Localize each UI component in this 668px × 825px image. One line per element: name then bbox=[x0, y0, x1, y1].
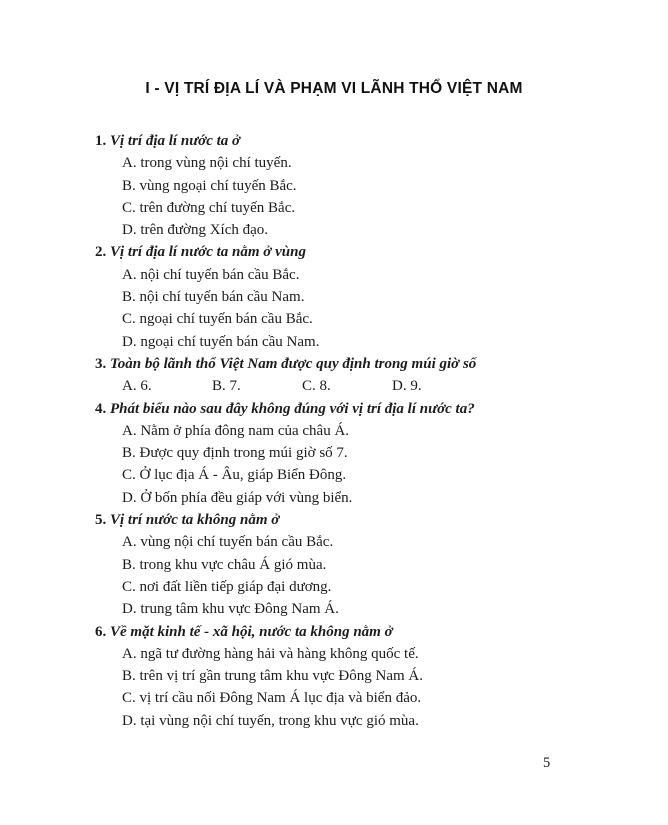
question-text: Toàn bộ lãnh thổ Việt Nam được quy định trong múi giờ số bbox=[110, 355, 477, 372]
question-number: 3. bbox=[95, 355, 110, 372]
answer-option: A. Nằm ở phía đông nam của châu Á. bbox=[122, 422, 350, 439]
answer-option: C. vị trí cầu nối Đông Nam Á lục địa và biển đảo. bbox=[122, 690, 422, 707]
question-heading bbox=[95, 130, 608, 152]
page-title: I - VỊ TRÍ ĐỊA LÍ VÀ PHẠM VI LÃNH THỔ VIỆT NAM bbox=[145, 80, 523, 97]
answer-option: D. tại vùng nội chí tuyến, trong khu vực gió mùa. bbox=[122, 712, 419, 729]
question-5 bbox=[95, 509, 608, 620]
answer-options bbox=[95, 152, 608, 241]
answer-option: C. 8. bbox=[302, 378, 331, 395]
answer-option: A. ngã tư đường hàng hải và hàng không quốc tế. bbox=[122, 645, 419, 662]
answer-option: B. nội chí tuyến bán cầu Nam. bbox=[122, 289, 305, 306]
question-6 bbox=[95, 621, 608, 732]
answer-option: C. Ở lục địa Á - Âu, giáp Biển Đông. bbox=[122, 467, 347, 484]
answer-option: C. ngoại chí tuyến bán cầu Bắc. bbox=[122, 311, 313, 328]
question-heading bbox=[95, 241, 608, 263]
question-text: Về mặt kinh tế - xã hội, nước ta không nằm ở bbox=[110, 623, 393, 640]
question-heading bbox=[95, 509, 608, 531]
answer-option: B. Được quy định trong múi giờ số 7. bbox=[122, 445, 348, 462]
question-text: Vị trí địa lí nước ta ở bbox=[110, 133, 241, 149]
page-number: 5 bbox=[543, 755, 551, 771]
answer-option: A. 6. bbox=[122, 378, 152, 395]
answer-option: B. vùng ngoại chí tuyến Bắc. bbox=[122, 177, 297, 194]
answer-option: A. vùng nội chí tuyến bán cầu Bắc. bbox=[122, 534, 334, 551]
answer-options bbox=[122, 375, 608, 397]
answer-options bbox=[95, 420, 608, 509]
answer-option: C. nơi đất liền tiếp giáp đại dương. bbox=[122, 578, 332, 595]
question-1 bbox=[95, 130, 608, 241]
answer-option: D. trên đường Xích đạo. bbox=[122, 222, 269, 239]
question-number: 6. bbox=[95, 623, 110, 640]
answer-option: C. trên đường chí tuyến Bắc. bbox=[122, 199, 296, 216]
question-text: Phát biểu nào sau đây không đúng với vị trí địa lí nước ta? bbox=[110, 400, 475, 417]
answer-options bbox=[95, 643, 608, 732]
question-text: Vị trí địa lí nước ta nằm ở vùng bbox=[110, 244, 306, 261]
question-number: 5. bbox=[95, 512, 110, 529]
question-heading bbox=[95, 621, 608, 643]
answer-option: D. 9. bbox=[392, 378, 422, 395]
questions-list bbox=[95, 130, 608, 732]
question-heading bbox=[95, 398, 608, 420]
question-text: Vị trí nước ta không nằm ở bbox=[110, 512, 280, 529]
question-number: 1. bbox=[95, 133, 110, 149]
answer-options bbox=[95, 264, 608, 353]
question-number: 2. bbox=[95, 244, 110, 261]
answer-option: B. trên vị trí gần trung tâm khu vực Đông Nam Á. bbox=[122, 668, 423, 685]
question-number: 4. bbox=[95, 400, 110, 417]
answer-option: A. trong vùng nội chí tuyến. bbox=[122, 155, 292, 172]
question-2 bbox=[95, 241, 608, 352]
question-3 bbox=[95, 353, 608, 398]
answer-option: B. 7. bbox=[212, 378, 241, 395]
answer-option: B. trong khu vực châu Á gió mùa. bbox=[122, 556, 327, 573]
question-heading bbox=[95, 353, 608, 375]
question-4 bbox=[95, 398, 608, 509]
answer-option: D. ngoại chí tuyến bán cầu Nam. bbox=[122, 333, 320, 350]
answer-options bbox=[95, 531, 608, 620]
answer-option: D. trung tâm khu vực Đông Nam Á. bbox=[122, 601, 339, 618]
answer-option: A. nội chí tuyến bán cầu Bắc. bbox=[122, 266, 300, 283]
answer-option: D. Ở bốn phía đều giáp với vùng biển. bbox=[122, 489, 353, 506]
